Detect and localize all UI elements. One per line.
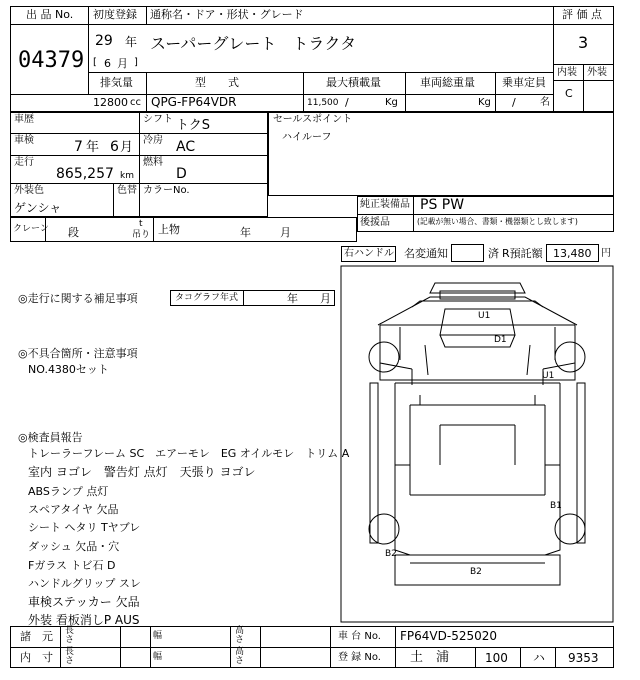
plate-number: 9353: [568, 651, 599, 665]
plate-class: 100: [485, 651, 508, 665]
crane-ton-unit: t: [139, 219, 143, 229]
inspector-report-line: ハンドルグリップ スレ: [28, 577, 141, 590]
shift-label: シフト: [143, 114, 173, 125]
inspector-report-line: シート ヘタリ Tヤブレ: [28, 521, 141, 534]
driving-notes-label: ◎走行に関する補足事項: [18, 292, 138, 305]
displacement-label: 排気量: [100, 76, 133, 89]
inspector-report-label: ◎検査員報告: [18, 431, 83, 444]
crane-stage-unit: 段: [68, 226, 79, 239]
crane-hang-unit: 吊り: [132, 230, 151, 240]
first-reg-month: 6: [104, 57, 111, 70]
score-label: 評 価 点: [562, 8, 602, 21]
inspector-report-line: Fガラス トビ石 D: [28, 559, 116, 572]
capacity-unit: 名: [540, 97, 550, 108]
inspection-month: 6: [110, 139, 119, 155]
aircon-value: AC: [176, 139, 196, 155]
mount-label: 上物: [158, 223, 180, 236]
inspector-report-line: 車検ステッカー 欠品: [28, 595, 140, 609]
damage-mark: U1: [478, 311, 491, 321]
first-reg-year-unit: 年: [125, 35, 138, 49]
vehicle-name: スーパーグレート トラクタ: [150, 34, 357, 53]
height-label: 高さ: [235, 647, 245, 666]
plate-kana: ハ: [533, 651, 546, 665]
gross-weight-label: 車両総重量: [420, 76, 475, 89]
retrofit-note: (記載が無い場合、書類・機器類とし致します): [417, 218, 578, 227]
dimensions-label: 諸 元: [20, 630, 53, 643]
tachograph-month-unit: 月: [320, 292, 331, 305]
exterior-color-value: ゲンシャ: [14, 201, 62, 215]
inspection-year: 7: [74, 139, 83, 155]
mount-month-unit: 月: [280, 226, 291, 239]
max-load-unit: Kg: [385, 97, 398, 108]
interior-grade-label: 内装: [557, 67, 577, 78]
tachograph-year-unit: 年: [287, 292, 298, 305]
damage-mark: U1: [542, 371, 555, 381]
recycle-fee-unit: 円: [601, 248, 611, 259]
inspector-report-line: 室内 ヨゴレ 警告灯 点灯 天張り ヨゴレ: [28, 465, 256, 479]
length-label: 長さ: [65, 647, 75, 666]
inspector-report-line: ダッシュ 欠品・穴: [28, 540, 120, 553]
inspector-report-line: トレーラーフレーム SC エアーモレ EG オイルモレ トリム A: [28, 447, 350, 460]
interior-grade: C: [565, 87, 573, 100]
chassis-no-value: FP64VD-525020: [400, 629, 497, 643]
damage-mark: B2: [470, 567, 482, 577]
name-change-label: 名変通知: [404, 247, 448, 260]
width-label: 幅: [153, 631, 163, 641]
damage-mark: B2: [385, 549, 397, 559]
recycle-fee-label: R預託額: [502, 247, 543, 260]
right-handle-label: 右ハンドル: [344, 248, 394, 259]
mileage-label: 走行: [14, 157, 34, 168]
gross-weight-unit: Kg: [478, 97, 491, 108]
shift-value: トクS: [176, 118, 210, 133]
lot-number: 04379: [18, 48, 85, 73]
exterior-color-label: 外装色: [14, 185, 44, 196]
inspector-report-line: ABSランプ 点灯: [28, 485, 109, 498]
damage-mark: D1: [494, 335, 507, 345]
model-value: QPG-FP64VDR: [151, 95, 237, 109]
lot-label: 出 品 No.: [26, 8, 74, 21]
mileage-unit: km: [120, 171, 134, 181]
name-change-box: [451, 244, 484, 262]
damage-mark: B1: [550, 501, 562, 511]
recycle-done-label: 済: [488, 247, 499, 260]
first-reg-month-unit: 月: [117, 57, 128, 70]
height-label: 高さ: [235, 626, 245, 645]
length-label: 長さ: [65, 626, 75, 645]
standard-equipment-value: PS PW: [420, 197, 465, 213]
first-reg-label: 初度登録: [93, 8, 137, 21]
aircon-label: 冷房: [143, 135, 163, 146]
plate-no-label: 登 録 No.: [338, 652, 381, 663]
inspector-report-line: スペアタイヤ 欠品: [28, 503, 119, 516]
inspection-year-unit: 年: [86, 140, 100, 155]
model-label: 型 式: [195, 76, 239, 89]
history-label: 車歴: [14, 114, 34, 125]
score-value: 3: [578, 33, 589, 52]
max-load-value: 11,500: [307, 98, 339, 108]
sales-point-label: セールスポイント: [273, 114, 353, 125]
name-label: 通称名・ドア・形状・グレード: [150, 8, 304, 21]
first-reg-year: 29: [95, 33, 113, 49]
defect-item: NO.4380セット: [28, 363, 109, 376]
fuel-label: 燃料: [143, 157, 163, 168]
interior-size-label: 内 寸: [20, 651, 53, 664]
defects-label: ◎不具合箇所・注意事項: [18, 347, 138, 360]
displacement-value: 12800: [93, 96, 128, 109]
max-load-label: 最大積載量: [326, 76, 381, 89]
displacement-unit: cc: [130, 97, 141, 108]
sales-point-value: ハイルーフ: [282, 132, 332, 143]
chassis-no-label: 車 台 No.: [338, 631, 381, 642]
width-label: 幅: [153, 652, 163, 662]
crane-label: クレーン: [13, 224, 49, 234]
mileage-value: 865,257: [56, 166, 114, 182]
inspection-month-unit: 月: [120, 140, 134, 155]
capacity-label: 乗車定員: [502, 76, 546, 89]
recycle-fee-value: 13,480: [553, 247, 592, 260]
mount-year-unit: 年: [240, 226, 251, 239]
inspector-report-line: 外装 看板消しP AUS: [28, 613, 140, 627]
plate-region: 土 浦: [410, 650, 450, 665]
color-number-label: カラーNo.: [143, 185, 190, 196]
crane-row: [10, 217, 357, 242]
inspection-label: 車検: [14, 135, 34, 146]
retrofit-label: 後援品: [360, 217, 390, 228]
exterior-grade-label: 外装: [587, 67, 607, 78]
fuel-value: D: [176, 166, 187, 182]
tachograph-label: タコグラフ年式: [175, 293, 239, 303]
color-change-label: 色替: [117, 185, 137, 196]
standard-equipment-label: 純正装備品: [360, 199, 410, 210]
